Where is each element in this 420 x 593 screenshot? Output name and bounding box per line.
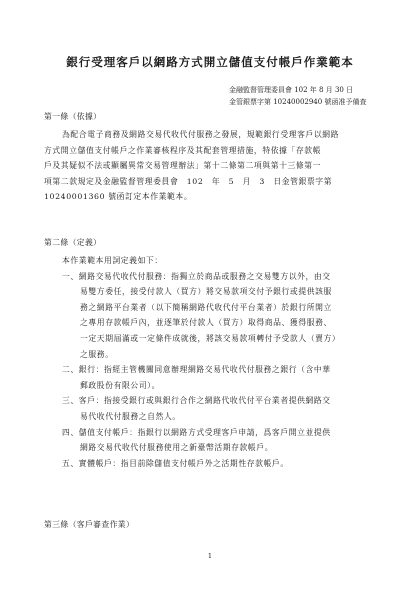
- article1-line: 方式開立儲值支付帳戶之作業審核程序及其配套管理措施，特依據「存款帳: [44, 145, 322, 155]
- definition-item-1-line: 一定天期屆滿或一定條件成就後，將該交易款項轉付予受款人（賣方）: [80, 333, 341, 343]
- definition-item-3-line: 三、客戶：指接受銀行或與銀行合作之網路代收代付平台業者提供網路交: [62, 396, 331, 406]
- definition-item-1-line: 之服務。: [80, 349, 114, 359]
- article1-body: [44, 127, 378, 205]
- article1-heading: 第一條（依據）: [44, 112, 102, 121]
- page-number: 1: [207, 552, 213, 560]
- definition-item-4-line: 網路交易代收代付服務使用之新臺幣活期存款帳戶。: [80, 443, 274, 453]
- approval-ref-line: 金管銀票字第 10240002940 號函准予備查: [229, 98, 367, 106]
- article1-line: 為配合電子商務及網路交易代收代付服務之發展，規範銀行受理客戶以網路: [62, 130, 340, 139]
- article2-body: [44, 253, 378, 471]
- article3-heading: 第三條（客戶審查作業）: [44, 520, 135, 529]
- definition-item-2-line: 郵政股份有限公司）。: [80, 380, 161, 390]
- article1-line: 項第二款規定及金融監督管理委員會 102 年 5 月 3 日金管銀票字第: [44, 176, 333, 186]
- definition-item-1-line: 易雙方委任，接受付款人（買方）將交易款項交付予銀行或提供該服: [80, 287, 332, 297]
- definition-item-1-line: 之專用存款帳戶內，並逐筆於付款人（買方）取得商品、獲得服務、: [80, 318, 332, 328]
- approval-meta: [229, 84, 366, 108]
- definition-item-3-line: 易代收代付服務之自然人。: [80, 411, 181, 421]
- definition-item-1-line: 務之網路平台業者（以下簡稱網路代收代付平台業者）於銀行所開立: [80, 302, 332, 312]
- article1-line: 戶及其疑似不法或顯屬異常交易管理辦法」第十二條第二項與第十三條第一: [44, 161, 322, 171]
- approval-date-line: 金融監督管理委員會 102 年 8 月 30 日: [229, 86, 354, 94]
- definition-item-1-line: 一、網路交易代收代付服務：指獨立於商品或服務之交易雙方以外，由交: [62, 271, 331, 281]
- document-title: 銀行受理客戶以網路方式開立儲值支付帳戶作業範本: [66, 55, 354, 69]
- article1-line: 10240001360 號函訂定本作業範本。: [44, 192, 193, 202]
- article2-intro: 本作業範本用詞定義如下：: [62, 256, 163, 265]
- definition-item-2-line: 二、銀行：指經主管機關同意辦理網路交易代收代付服務之銀行（含中華: [62, 365, 331, 375]
- definition-item-4-line: 四、儲值支付帳戶：指銀行以網路方式受理客戶申請，爲客戶開立並提供: [62, 427, 331, 437]
- article2-heading: 第二條（定義）: [44, 238, 102, 247]
- definition-item-5-line: 五、實體帳戶：指目前除儲值支付帳戶外之活期性存款帳戶。: [62, 458, 289, 468]
